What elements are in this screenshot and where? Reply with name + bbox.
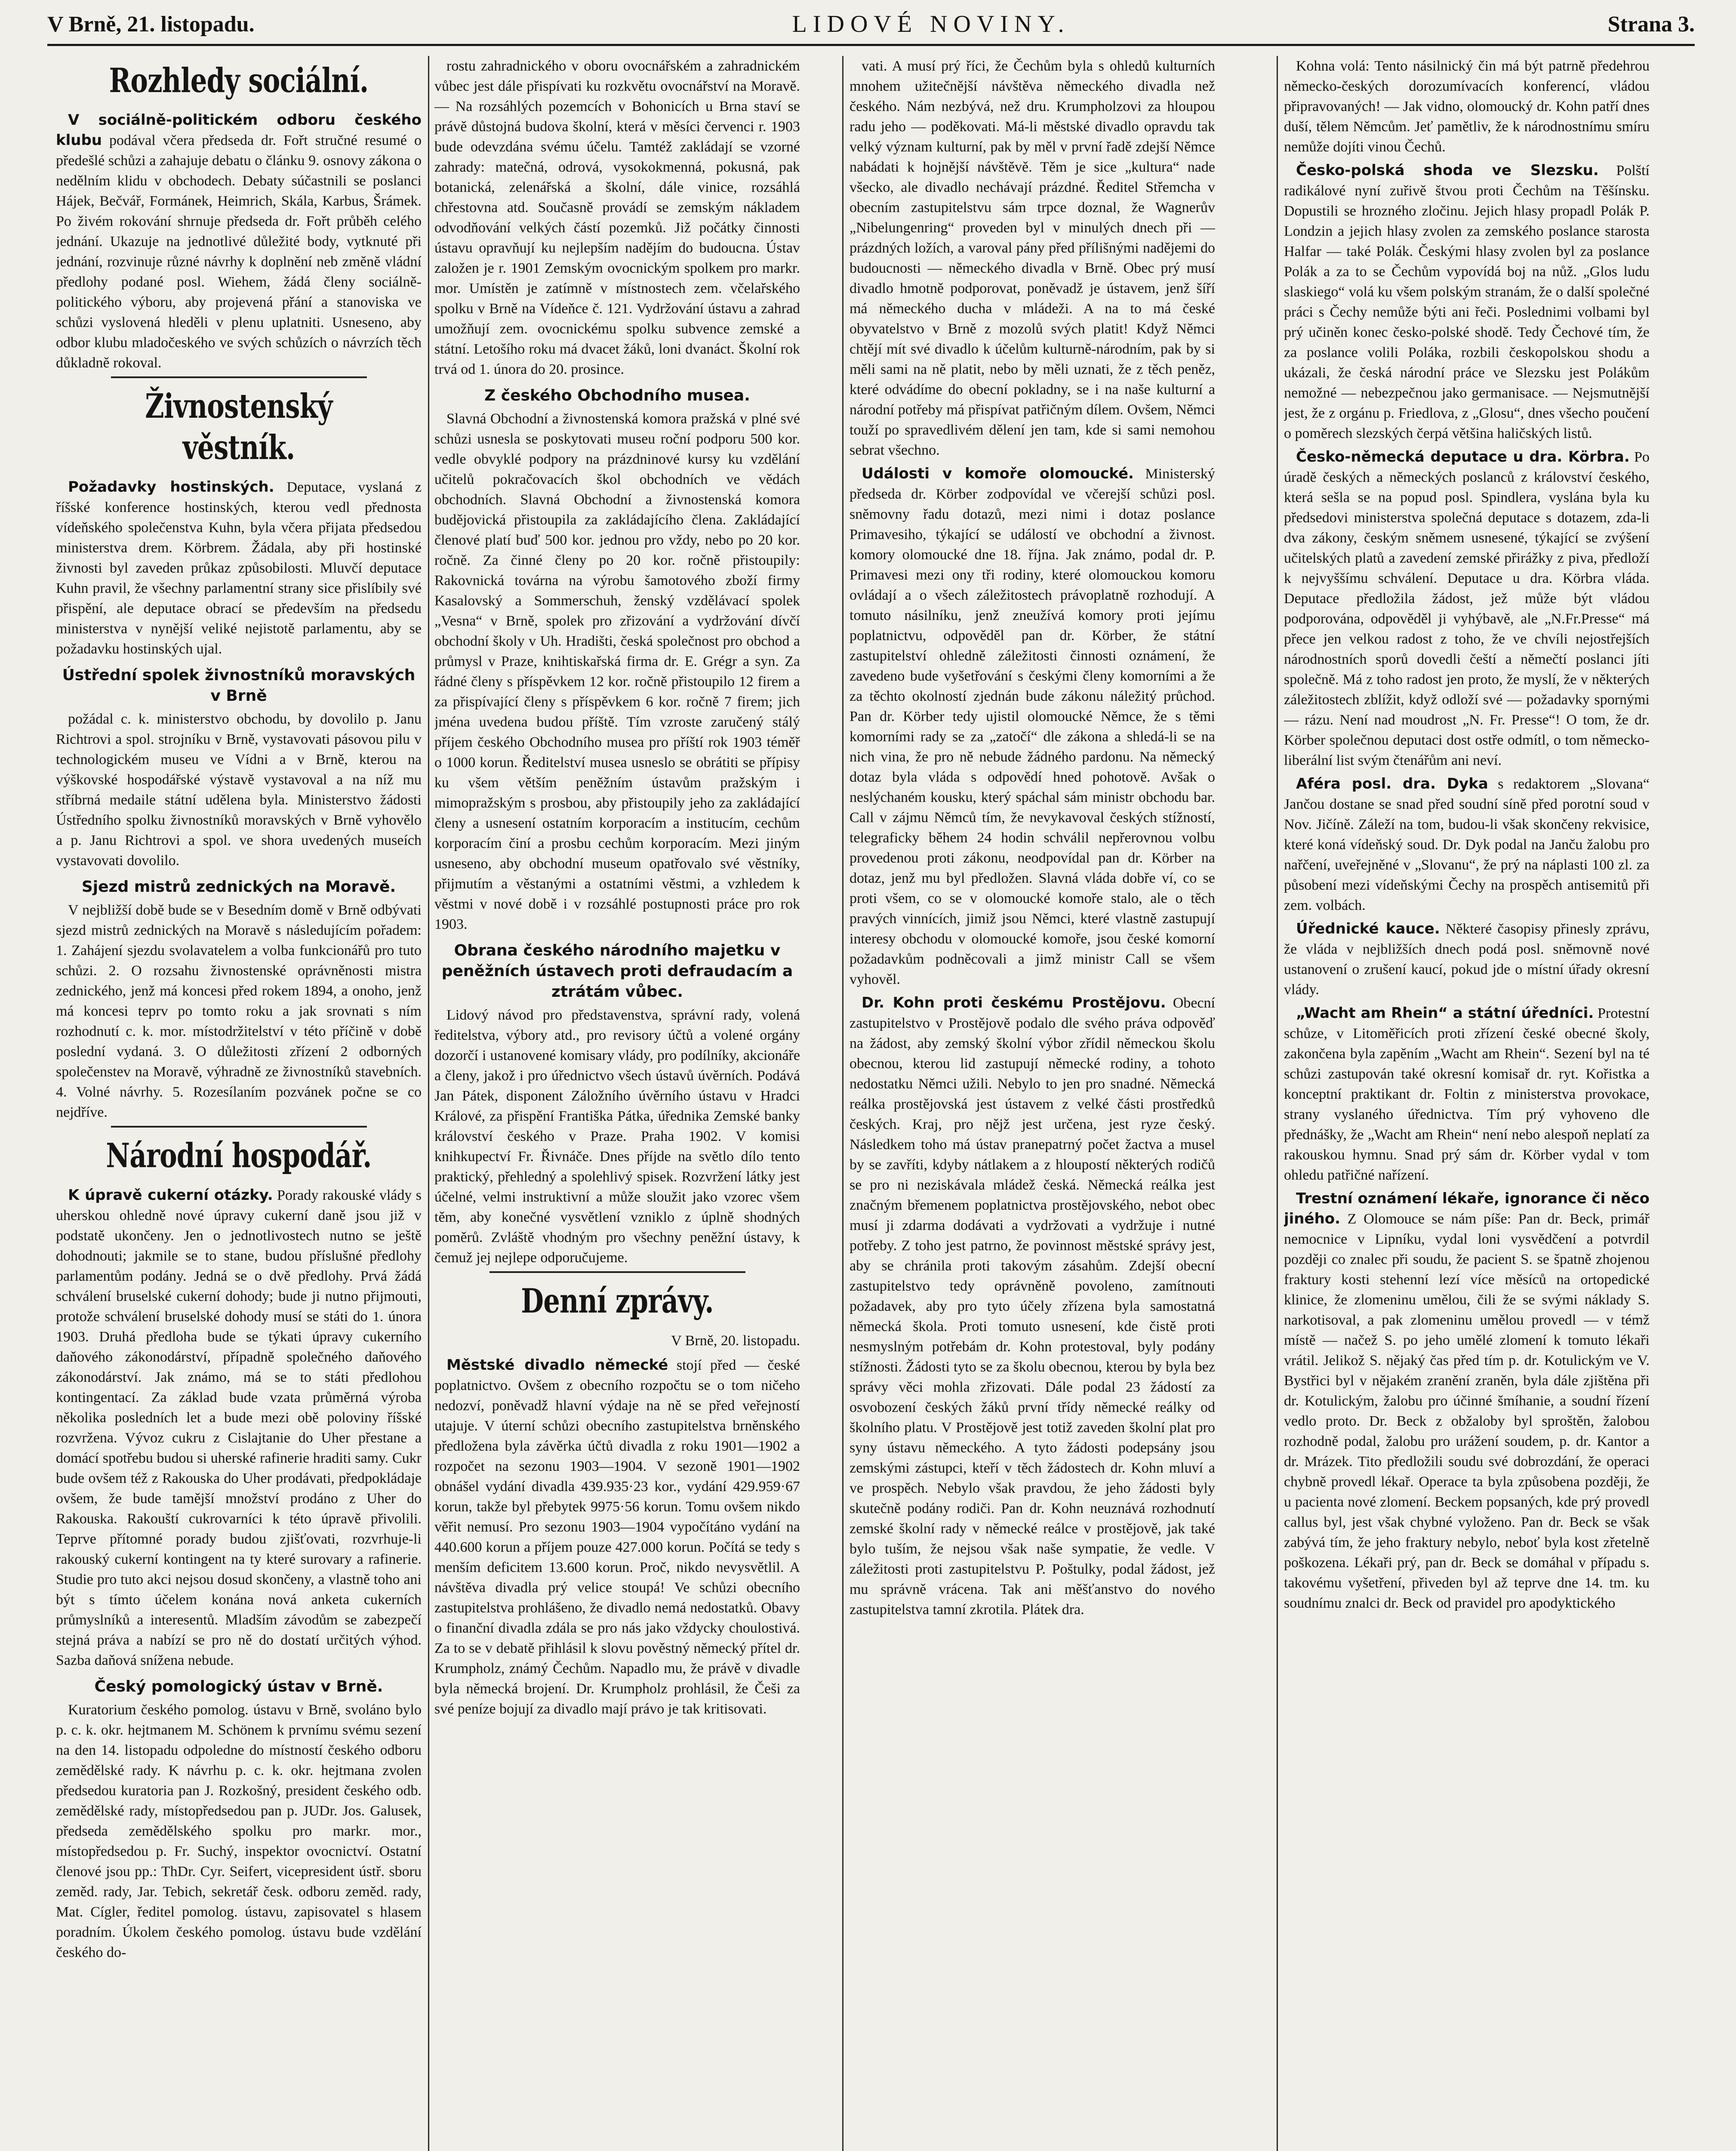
article-title: Dr. Kohn proti českému Prostějovu. <box>862 994 1166 1011</box>
section-divider <box>111 376 367 378</box>
article-title: Aféra posl. dra. Dyka <box>1296 775 1488 792</box>
article-body: Lidový návod pro představenstva, správní rady, volená ředitelstva, výbory atd., pro revisory účtů a volené orgány dozorčí i ustanovené komisary vlády, pro podílníky, akcionáře a členy, jakož i pro úřednictvo všech ústavů úvěrních. Podává Jan Pátek, disponent Záložního úvěrního ústavu v Hradci Králové, za přispění Františka Pátka, úřednika Zemské banky království českého v Praze. Praha 1902. V komisi knihkupectví Fr. Řivnáče. Dnes příjde na světlo dílo tento praktický, přehledný a spolehlivý spisek. Rozvržení látky jest účelné, velmi instruktivní a může sloužit jako vzorec všem těm, aby konečné vysvětlení vzniklo z úplně shodných poměrů. Zvláště vhodným pro všechny peněžní ústavy, k čemuž jej nejlepe odporučujeme. <box>434 1007 800 1266</box>
article-title: Obrana českého národního majetku v peněžních ústavech proti defraudacím a ztrátám vůbec. <box>441 942 793 1001</box>
article-title: Česko-polská shoda ve Slezsku. <box>1296 162 1599 179</box>
page-number: Strana 3. <box>1607 12 1695 37</box>
article-slezsko <box>1284 160 1650 444</box>
article-title: Česko-německá deputace u dra. Körbra. <box>1296 448 1630 465</box>
column-4 <box>1284 56 1650 2151</box>
article-divadlo <box>434 1355 800 1719</box>
article-deputace <box>1284 447 1650 770</box>
article-body: Porady rakouské vlády s uherskou ohledně nové úpravy cukerní daně jsou již v podstatě ukončeny. Jen o jednotlivostech nutno se ještě dohodnouti; jakmile se to stane, budou příslušné předlohy parlamentům podány. Jedná se o dvě předlohy. Prvá žádá schválení bruselské cukerní dohody; bude ji nutno přijmouti, protože schválení bruselské dohody musí se státi do 1. února 1903. Druhá předloha bude se týkati úpravy cukerního daňového zákonodárství, případně společného daňového zákonodárství. Jak známo, má se to státi předlohou kontingentací. Za základ bude vzata průměrná výroba několika posledních let a bude mezi obě poloviny říšské rozvržena. Vývoz cukru z Cislajtanie do Uher přestane a domácí spotřebu budou si uherské rafinerie hraditi samy. Cukr bude ovšem též z Rakouska do Uher prodávati, předpokládaje ovšem, že bude tamější množství prodáno z Uher do Rakouska. Rakouští cukrovarníci k této úpravě přivolili. Teprve přítomné porady budou zjišťovati, rozvrhuje-li rakouský cukerní kontingent na ty které surovary a rafinerie. Studie pro tuto akci nejsou dosud skončeny, a vlastně toho ani být s tímto účelem konána nová anketa cukerních průmyslníků a interesentů. Mladším závodům se zabezpečí stejná práva a nabízí se pro ně do dostatí určitých výhod. Sazba daňová snížena nebude. <box>56 1187 422 1668</box>
article-title: V sociálně-politickém odboru českého klubu <box>56 111 422 149</box>
article-body: Slavná Obchodní a živnostenská komora pražská v plné své schůzi usnesla se poskytovati museu roční podporu 500 kor. vedle obvyklé podpory na prázdninové kursy ku vzdělání učitelů pokračovacích škol obchodních ve vědách obchodních. Slavná Obchodní a živnostenská komora budějovická přistoupila za zakládajícího člena. Zakládající členové platí buď 500 kor. jednou pro vždy, nebo po 20 kor. ročně. Za činné členy po 20 kor. ročně přistoupily: Rakovnická továrna na výrobu šamotového zboží firmy Kasalovský a Sommerschuh, ženský vzdělávací spolek „Vesna“ v Brně, spolek pro zřizování a vydržování dívčí obchodní školy v Uh. Hradišti, česká společnost pro obchod a průmysl v Praze, knihtiskařská firma dr. E. Grégr a syn. Za řádné členy s příspěvkem 12 kor. ročně přistoupilo 12 firem a za přispívající členy s příspěvkem 6 kor. ročně 7 firem; jich jména uvedena budou příště. Tím vzroste zaručený stálý příjem českého Obchodního musea pro příští rok 1903 téměř o 1000 korun. Ředitelství musea usneslo se obrátiti se přípisy ku všem větším peněžním ústavům pražským i mimopražským s prosbou, aby přistoupily jeho za zakládající členy a usnesení ostatním korporacím a institucím, cechům korporacím činí a prosbu cechům korporacím. Mezi jiným usneseno, aby obchodní museum opatřovalo své věstníky, přijmutím a věstanými a ostatními věstmi, a vzhledem k věstmi v nové době i v rozsáhlé postupnosti práce pro rok 1903. <box>434 411 800 932</box>
column-rule-2 <box>842 56 843 2151</box>
section-divider <box>489 1271 745 1273</box>
article-cukr <box>56 1185 422 1670</box>
article-body: Protestní schůze, v Litoměřicích proti zřízení české obecné školy, zakončena byla zapěním „Wacht am Rhein“. Sezení byl na té schůzi zastupován také okresní komisař dr. ryt. Kořistka a konceptní praktikant dr. Foltin z ministerstva provokace, strany vyslaného úřednictva. Tím prý vyhoveno dle přednášky, že „Wacht am Rhein“ není nebo alespoň neplatí za rakouskou hymnu. Snad prý sám dr. Körber vydal v tom ohledu patřičné nařízení. <box>1284 1005 1650 1183</box>
article-dyk <box>1284 774 1650 915</box>
article-body: stojí před — české poplatnictvo. Ovšem z obecního rozpočtu se o tom ničeho nedozví, poněvadž hlavní výdaje na ně se před veřejností utajuje. V úterní schůzi obecního zastupitelstva brněnského předložena byla závěrka účtů divadla z roku 1901—1902 a rozpočet na sezonu 1903—1904. V sezoně 1901—1902 obnášel vydání divadla 439.935·23 kor., vydání 429.959·67 korun, takže byl přebytek 9975·56 korun. Tomu ovšem nikdo věřit nemusí. Pro sezonu 1903—1904 vypočítáno vydání na 440.600 korun a příjem pouze 427.000 korun. Počítá se tedy s menším deficitem 13.600 korun. Proč, nikdo nevysvětlil. A návštěva divadla prý velice stoupá! Ve schůzi obecního zastupitelstva prohlášeno, že divadlo nemá nedostatků. Obavy o finanční divadla zdála se pro nás jako vždycky choulostivá. Za to se v debatě přihlásil k slovu pověstný německý přítel dr. Krumpholz, známý Čechům. Napadlo mu, že právě v divadle byla německá brojení. Dr. Krumpholz prohlásil, že Češi za své peníze bojují za divadlo mají právo je tak kritisovati. <box>434 1357 800 1717</box>
section-title-denni: Denní zprávy. <box>521 1282 714 1321</box>
article-body: Ministerský předseda dr. Körber zodpovídal ve včerejší schůzi posl. sněmovny řadu dotazů, mezi nimi i dotaz poslance Primavesiho, týkající se událostí ve obchodní a živnost. komory olomoucké dne 18. října. Jak známo, podal dr. P. Primavesi mezi ony tři rodiny, které olomouckou komoru ovládají a o všech záležitostech právoplatně rozhodují. A tomuto násilníku, jenž zneužívá komory proti jejímu poplatnictvu, odpověděl pan dr. Körber, že státní zastupitelství ohledně záležitosti činnosti oznámení, že zavedeno bude vyšetřování s českými členy komorními a že za těchto okolností zjednán bude zákonu náležitý průchod. Pan dr. Körber tedy ujistil olomoucké Němce, že s těmi komorními rady se za „zatočí“ dle zákona a shledá-li se na nich vina, že pro ně nebude žádného pardonu. Na německý dotaz byla vláda s odpovědí hned pohotově. Avšak o neslýchaném kousku, který spáchal sám ministr obchodu bar. Call v zájmu Němců tím, že nevykavoval českých stížností, telegraficky během 24 hodin schválil nepřerovnou volbu provedenou proti zákonu, neodpovídal pan dr. Körber na dotaz, jenž mu byl předložen. Slavná vláda dobře ví, co se proti všem, co se v olomoucké komoře stalo, ale o těch pravých vinnících, jimiž jsou Němci, které vlastně zastupují interesy obchodu v olomoucké komoře, jsou české komorní požadavkům podněcovali a jimž ministr Call se všem vyhověl. <box>850 466 1215 987</box>
article-title: Požadavky hostinských. <box>68 478 274 496</box>
article-body: Po úradě českých a německých poslanců z království českého, která sešla se na popud posl. Spindlera, vyslána byla ku předsedovi ministerstva společná deputace s dotazem, zda-li dva zákony, českým sněmem usnesené, týkající se zvýšení učitelských platů a zavedení zemské přirážky z piva, předloží k nejvyššímu schválení. Deputace u dra. Körbra vláda. Deputace předložila žádost, jež může být vládou podporována, odpověděl ji vyhýbavě, ale „N.Fr.Presse“ má přece jen velkou radost z toho, že ve chvíli nejostřejších národnostních sporů dovedli čeští a němečtí poslanci jíti společně. Má z toho radost jen proto, že myslí, že v některých záležitostech zblížit, když odloží své — požadavky spornými — rázu. Není nad moudrost „N. Fr. Presse“! O tom, že dr. Körber společnou deputaci dost ostře odmítl, o tom německo-liberální list svým čtenářům ani neví. <box>1284 449 1650 768</box>
article-kauce <box>1284 919 1650 1000</box>
article-title: Trestní oznámení lékaře, ignorance či něco jiného. <box>1284 1190 1650 1227</box>
article-social-club <box>56 110 422 373</box>
section-divider <box>111 1126 367 1128</box>
article-olomouc <box>850 464 1215 989</box>
article-body: požádal c. k. ministerstvo obchodu, by dovolilo p. Janu Richtrovi a spol. strojníku v Brně, vystavovati pásovou pilu v technologickém museu ve Vídni a v Brně, kterou na výškovské hospodářské výstavě vystavoval a na níž mu stříbrná medaile státní udělena byla. Ministerstvo žádosti Ústředního spolku živnostníků moravských v Brně vyhovělo a p. Janu Richtrovi a spol. ve shora uvedených museích vystavovati dovolilo. <box>56 711 422 869</box>
column-rule-3 <box>1277 56 1278 2151</box>
article-body: Polští radikálové nyní zuřivě štvou proti Čechům na Těšínsku. Dopustili se hrozného zločinu. Jejich hlasy propadl Polák P. Londzin a jejich hlasy zvolen za zemského poslance starosta Halfar — také Polák. Českými hlasy zvolen byl za poslance Polák a za to se Čechům vypovídá boj na nůž. „Glos ludu slaskiego“ volá ku všem polským stranám, že o další společné práci s Čechy nemůže býti ani řeči. Poslednimi volbami byl prý učiněn konec česko-polské shodě. Tedy Čechové tím, že za poslance volili Poláka, rozbili českopolskou shodu a ukázali, že česká národní práce ve Slezsku jest Polákům nemožné — nebezpečnou jako germanisace. — Nejsmutnější jest, že z orgánu p. Friedlova, z „Glosu“, dnes všecho poučení o poměrech slezských čerpá většina haličských listů. <box>1284 163 1650 441</box>
article-body: Obecní zastupitelstvo v Prostějově podalo dle svého práva odpověď na žádost, aby zemský školní výbor zřídil německou školu obecnou, kterou lid zastupují německé rodiny, a tohoto nedostatku Němci užili. Nebylo to jen pro snadné. Německá reálka prostějovská jest ústavem z velké části prostředků českých. Kraj, pro nějž jest určena, jest ryze český. Následkem toho má ústav pranepatrný počet žactva a musel by se zavříti, kdyby nátlakem a z hloupostí některých rodičů se pro ni neziskávala mládež česká. Německá reálka jest značným břemenem poplatnictva prostějovského, nebot obec musí ji zdarma dodávati a vydržovati a vydržuje i nutné potřeby. Z toho jest patrno, že povinnost městské správy jest, aby se chránila proti takovým zásahům. Zdejší obecní zastupitelstvo tedy oprávněně povoleno, zamítnouti požadavek, aby pro tyto účely zřízena byla samostatná německá škola. Proti tomuto usnesení, kde čistě proti nesmyslným potřebám dr. Kohn protestoval, byly podány stížnosti. Žádosti tyto se za školu obecnou, kterou by byla bez správy věci mohla zřizovati. Dále podal 23 žádostí za osvobození českých žáků první třídy německé reálky od školního platu. V Prostějově jest totiž zaveden školní plat pro syny ústavu německého. A tyto žádosti podepsány jsou zemskými zástupci, kteří v těch žádostech dr. Kohn mluví a ve prospěch. Nebylo však pravdou, že jeho žádosti byly skutečně podány rodiči. Pan dr. Kohn neuznává rozhodnutí zemské školní rady v německé reálce v prostějově, jak také bylo tuším, že nejsou však naše sympatie, že vedle. V záležitosti proti zastupitelstvu P. Poštulky, podal žádost, jež mu správně vrácena. Tak ani měšťanstvo do nového zastupitelstva tamní zkrotila. Plátek dra. <box>850 995 1215 1618</box>
article-title: Městské divadlo německé <box>446 1356 668 1374</box>
article-continuation: vati. A musí prý říci, že Čechům byla s ohledů kulturních mnohem užitečnější návštěva německého divadla než českého. Nám nezbývá, než dru. Krumpholzovi za hloupou radu jeho — poděkovati. Má-li městské divadlo opravdu tak velký význam kulturní, pak by měl v první řadě zdejší Němce nabádati k hojnější návštěvě. Těm je sice „kultura“ nade všecko, ale divadlo nechávají prázdné. Ředitel Střemcha v obecním zastupitelstvu sám trpce doznal, že Wagnerův „Nibelungenring“ proveden byl v minulých dnech při — prázdných ložích, a varoval pány před přílišnými nadějemi do budoucnosti — německého divadla v Brně. Obec prý musí divadlo hmotně podporovat, poněvadž je ústavem, jenž šíří má německého ducha v mládeži. A na to má české obyvatelstvo v Brně z mozolů svých platit! Když Němci chtějí mít své divadlo k účelům kulturně-národním, pak by si měli sami na ně platit, nebo by měli uznati, že z těch peněz, které odvádíme do obecní pokladny, se i na naše kulturní a národní potřeby má přispívat patřičným dílem. Ovšem, Němci touží po spravedlivém dělení jen tam, kde si sami nemohou sebrat všechno. <box>850 58 1215 458</box>
article-title: K úpravě cukerní otázky. <box>68 1186 273 1204</box>
article-title: Události v komoře olomoucké. <box>862 465 1134 482</box>
article-wacht <box>1284 1003 1650 1185</box>
article-title: Ústřední spolek živnostníků moravských v Brně <box>62 666 416 705</box>
article-lekar <box>1284 1189 1650 1613</box>
article-body: s redaktorem „Slovana“ Jančou dostane se snad před soudní síně před porotní soud v Nov. Jičíně. Záleží na tom, budou-li však skončeny rekvisice, které koná vídeňský soud. Dr. Dyk podal na Janču žalobu pro nařčení, uveřejněné v „Slovanu“, že prý na náplasti 100 zl. za působení mezi vídeňskými Čechy na prospěch antisemitů při zem. volbách. <box>1284 776 1650 913</box>
article-hostinsti <box>56 477 422 659</box>
article-body: Některé časopisy přinesly zprávu, že vláda v nejbližších dnech podá posl. sněmovně nové ustanovení o zrušení kaucí, pokud jde o místní úřady okresní vlády. <box>1284 921 1650 998</box>
article-title: „Wacht am Rhein“ a státní úředníci. <box>1296 1005 1594 1022</box>
article-body: V nejbližší době bude se v Besedním domě v Brně odbývati sjezd mistrů zednických na Moravě s následujícím pořadem: 1. Zahájení sjezdu svolavatelem a volba funkcionářů pro tuto schůzi. 2. O rozsahu živnostenské oprávněnosti mistra zednického, jenž má koncesi před rokem 1894, a onoho, jenž má koncesi teprv po tomto roku a jak srovnati s ním rozhodnutí c. k. mor. místodržitelství v této příčině v době poslední vydaná. 3. O důležitosti zřízení 2 odborných společenstev na Moravě, výhradně ze živnostníků stavebních. 4. Volné návrhy. 5. Rozesílaním pozvánek počne se co nejdříve. <box>56 902 422 1120</box>
masthead-dateline: V Brně, 21. listopadu. <box>47 12 255 37</box>
article-kohn <box>850 993 1215 1620</box>
masthead <box>47 4 1695 46</box>
column-2 <box>434 56 800 2151</box>
article-title: Úřednické kauce. <box>1296 920 1440 937</box>
article-title: Sjezd mistrů zednických na Moravě. <box>81 878 396 896</box>
section-title-rozhledy: Rozhledy sociální. <box>109 61 369 100</box>
column-rule-1 <box>428 56 429 2151</box>
article-title: Český pomologický ústav v Brně. <box>94 1678 383 1695</box>
article-continuation: rostu zahradnického v oboru ovocnářském a zahradnickém vůbec jest dále přispívati ku rozkvětu ovocnářství na Moravě. — Na rozsáhlých pozemcích v Bohonicích u Brna staví se právě důstojná budova školní, která v měsíci červenci r. 1903 bude odevzdána svému účelu. Tamtéž zakládají se vzorné zahrady: matečná, odrová, vysokokmenná, pokusná, pak botanická, zelenářská a školní, dále vinice, rozsáhlá chřestovna atd. Současně provádí se zemským nákladem odvodňování velkých částí pozemků. Již počátky činnosti ústavu opravňují ku nejlepším nadějím do budoucna. Ústav založen je r. 1901 Zemským ovocnickým spolkem pro markr. mor. Umístěn je zatímně v místnostech zem. včelařského spolku v Brně na Vídeňce č. 121. Vydržování ústavu a zahrad umožňují zem. ovocnickému spolku subvence zemské a státní. Letošího roku má dvacet žáků, loni dvanáct. Školní rok trvá od 1. února do 20. prosince. <box>434 58 800 377</box>
article-body: Kuratorium českého pomolog. ústavu v Brně, svoláno bylo p. c. k. okr. hejtmanem M. Schönem k prvnímu svému sezení na den 14. listopadu odpoledne do místností českého odboru zemědělské rady. K návrhu p. c. k. okr. hejtmana zvolen předsedou kuratoria pan J. Rozkošný, president českého odb. zemědělské rady, místopředsedou pan p. JUDr. Jos. Galusek, předseda zemědělského spolku pro markr. mor., místopředsedou p. Fr. Suchý, inspektor ovocnictví. Ostatní členové jsou pp.: ThDr. Cyr. Seifert, vicepresident ústř. sboru zeměd. rady, Jar. Tebich, sekretář česk. odboru zeměd. rady, Mat. Cígler, ředitel pomolog. ústavu, zapisovatel s hlasem poradním. Úkolem českého pomolog. ústavu bude vzdělání českého do- <box>56 1702 422 1960</box>
article-body: podával včera předseda dr. Fořt stručné resumé o předešlé schůzi a zahajuje debatu o článku 9. osnovy zákona o nedělním klidu v obchodech. Debaty súčastnili se poslanci Hájek, Bečvář, Formánek, Heimrich, Skála, Karbus, Šrámek. Po živém rokování shrnuje předseda dr. Fořt průběh celého jednání. Ukazuje na jednotlivé důležité body, vytknuté při jednání, rozvinuje různé návrhy k doplnění neb změně vládní předlohy podané posl. Wiehem, žádá členy sociálně-politického výboru, aby projevená přání a stanoviska ve schůzi vyslovená hleděli v plenu uplatniti. Usneseno, aby odbor klubu mladočeského ve svých schůzích o návrzích těch důkladně rokoval. <box>56 133 422 371</box>
section-dateline: V Brně, 20. listopadu. <box>671 1333 800 1349</box>
column-3 <box>850 56 1215 2151</box>
article-body: Z Olomouce se nám píše: Pan dr. Beck, primář nemocnice v Lipníku, vydal loni vysvědčení a potvrdil později co znalec při soudu, že pacient S. se špatně zhojenou fraktury kosti stehenní lezí více měsíců na ortopedické klinice, že zlomeninu umělou, čili že se svými náklady S. narkotisoval, a pak zlomeninu umělou provedl — v témž místě — načež S. po jeho umělé zlomení k tomuto lékaři vrátil. Jelikož S. nějaký čas před tím p. dr. Kotulickým ve V. Bystřici byl v nějakém zranění zraněn, byla dále zjištěna při dr. Kotulickým, žalobu pro účinné šmíhanie, a soudní řízení vedlo proto. Dr. Beck z obžaloby byl sproštěn, žalobou rozhodně podal, žalobu pro urážení soudem, p. dr. Kantor a dr. Mrázek. Tito předložili soudu své dobrozdání, že operaci chybně provedl lékař. Operace ta byla způsobena později, že u pacienta nové zlomení. Beckem popsaných, kde prý provedl callus byl, jest však chybné vyloženo. Pan dr. Beck se však zabývá tím, že jeho fraktury nebylo, neboť byla kost zřetelně poškozena. Lékaři prý, pan dr. Beck se domáhal v případu s. takovému vyšetření, přiveden byl až teprve dne 14. tm. ku soudnímu znalci dr. Beck od pravidel pro apodyktického <box>1284 1211 1650 1611</box>
section-title-narodni: Národní hospodář. <box>106 1136 372 1175</box>
article-continuation: Kohna volá: Tento násilnický čin má být patrně předehrou německo-českých dorozumívacích konferencí, vládou připravovaných! — Jak vidno, olomoucký dr. Kohn patří dnes duší, tělem Němcům. Jeť pamětliv, že k národnostnímu smíru nemůže dojíti vinou Čechů. <box>1284 58 1650 155</box>
section-title-zivnostensky: Živnostenský věstník. <box>145 387 332 467</box>
article-title: Z českého Obchodního musea. <box>484 387 750 404</box>
article-body: Deputace, vyslaná z říšské konference hostinských, kterou vedl přednosta vídeňského společenstva Kuhn, byla včera přijata předsedou ministerstva drem. Körbrem. Žádala, aby při hostinské živnosti byl zaveden průkaz způsobilosti. Mluvčí deputace Kuhn pravil, že všechny parlamentní strany sice přislíbily své přispění, ale deputace obrací se především na předsedu ministerstva v nynější veliké nejistotě parlamentu, aby se požadavku hostinských ujal. <box>56 479 422 657</box>
paper-name: LIDOVÉ NOVINY. <box>792 11 1070 37</box>
column-1 <box>56 56 422 2151</box>
